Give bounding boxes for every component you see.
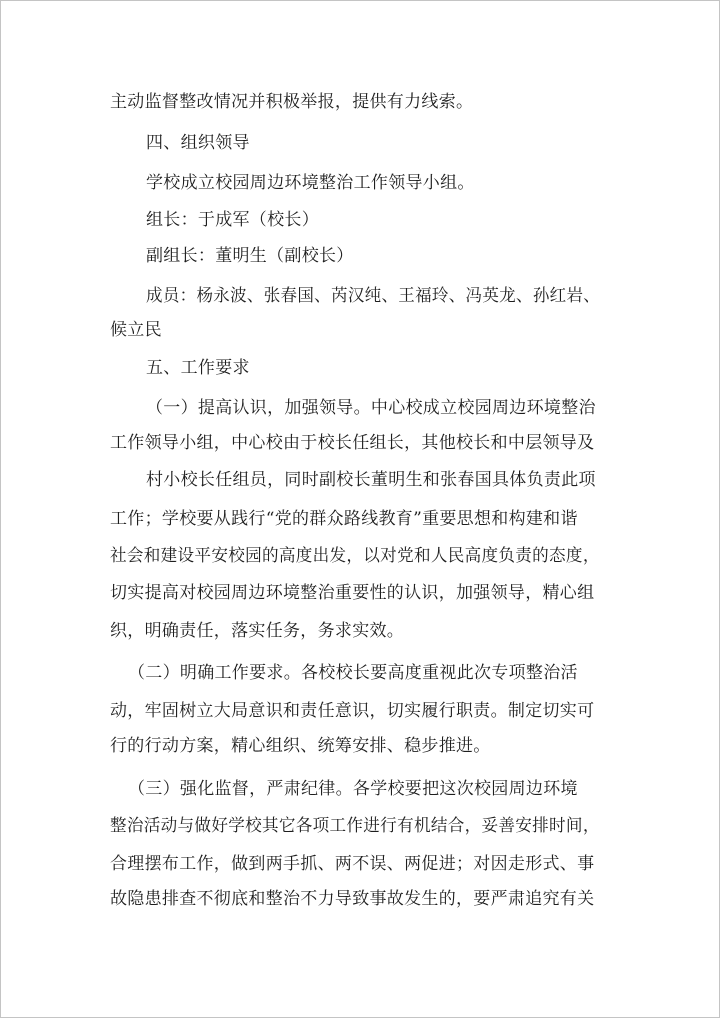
paragraph-line: 切实提高对校园周边环境整治重要性的认识，加强领导，精心组	[110, 583, 595, 603]
paragraph-line: 工作领导小组，中心校由于校长任组长，其他校长和中层领导及	[110, 433, 595, 453]
paragraph-line: 整治活动与做好学校其它各项工作进行有机结合，妥善安排时间，	[110, 816, 600, 836]
paragraph-line: 行的行动方案，精心组织、统筹安排、稳步推进。	[110, 736, 491, 756]
paragraph-line: （三）强化监督，严肃纪律。各学校要把这次校园周边环境	[128, 779, 578, 799]
paragraph-line: 成员：杨永波、张春国、芮汉纯、王福玲、冯英龙、孙红岩、	[146, 286, 601, 306]
paragraph-line: 动，牢固树立大局意识和责任意识，切实履行职责。制定切实可	[110, 701, 595, 721]
paragraph-line: 组长：于成军（校长）	[146, 210, 319, 230]
paragraph-line: 候立民	[110, 320, 162, 340]
paragraph-line: 故隐患排查不彻底和整治不力导致事故发生的，要严肃追究有关	[110, 889, 595, 909]
paragraph-line: 学校成立校园周边环境整治工作领导小组。	[146, 173, 475, 193]
paragraph-line: 合理摆布工作，做到两手抓、两不误、两促进；对因走形式、事	[110, 854, 595, 874]
paragraph-line: 工作；学校要从践行“党的群众路线教育”重要思想和构建和谐	[110, 509, 578, 529]
paragraph-line: （一）提高认识，加强领导。中心校成立校园周边环境整治	[146, 398, 596, 418]
paragraph-line: 社会和建设平安校园的高度出发，以对党和人民高度负责的态度，	[110, 546, 600, 566]
paragraph-line: 织，明确责任，落实任务，务求实效。	[110, 621, 405, 641]
section-heading-organization: 四、组织领导	[146, 133, 250, 153]
paragraph-line: 副组长：董明生（副校长）	[146, 246, 354, 266]
paragraph-line: （二）明确工作要求。各校校长要高度重视此次专项整治活	[128, 663, 578, 683]
paragraph-line: 主动监督整改情况并积极举报，提供有力线索。	[110, 92, 474, 112]
paragraph-line: 村小校长任组员，同时副校长董明生和张春国具体负责此项	[146, 470, 596, 490]
section-heading-requirements: 五、工作要求	[146, 358, 250, 378]
